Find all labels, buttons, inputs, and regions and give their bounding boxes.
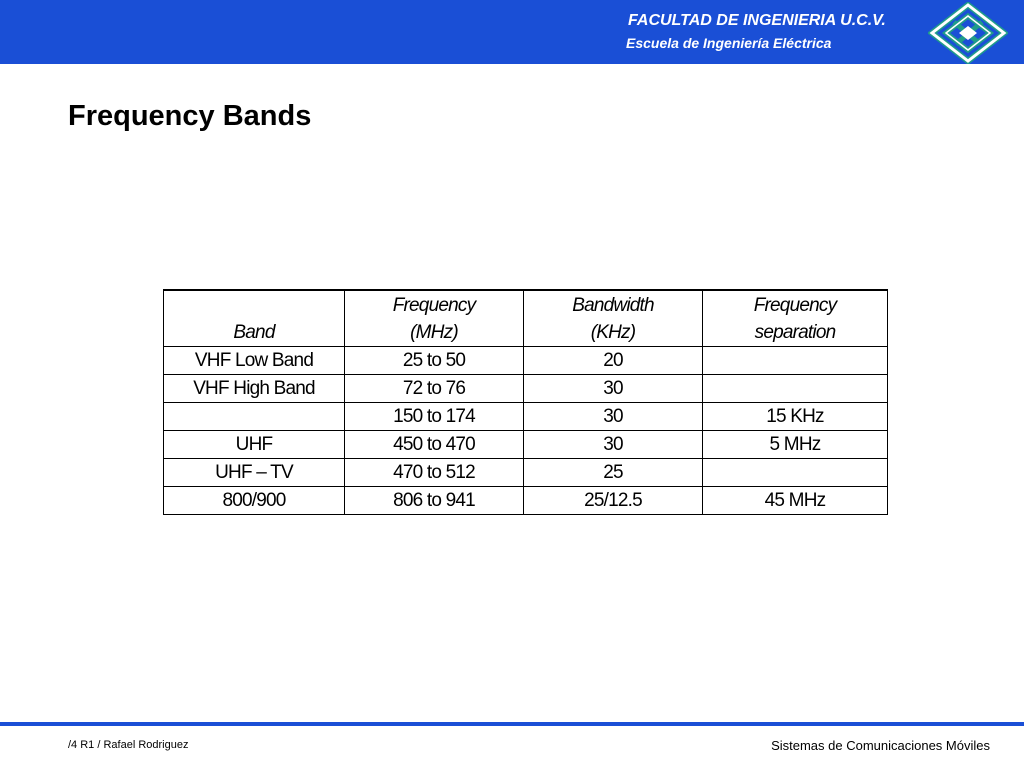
cell-band: UHF – TV	[164, 459, 345, 487]
header-bandwidth-line2: (KHz)	[590, 322, 636, 343]
table-row	[164, 403, 888, 431]
cell-separation	[703, 459, 888, 487]
frequency-bands-table	[163, 289, 888, 515]
table-row	[164, 375, 888, 403]
cell-band	[164, 403, 345, 431]
ucv-diamond-logo-icon	[928, 2, 1008, 64]
cell-band: VHF High Band	[164, 375, 345, 403]
header-separation-line2: separation	[754, 322, 836, 343]
header-band-label: Band	[233, 322, 275, 343]
header-bandwidth-line1: Bandwidth	[572, 295, 654, 316]
header-separation	[703, 290, 888, 347]
footer-divider	[0, 722, 1024, 726]
header-bar	[0, 0, 1024, 64]
cell-band: UHF	[164, 431, 345, 459]
cell-frequency: 25 to 50	[345, 347, 524, 375]
header-subtitle: Escuela de Ingeniería Eléctrica	[626, 35, 832, 51]
cell-frequency: 806 to 941	[345, 487, 524, 515]
cell-separation	[703, 347, 888, 375]
page-title: Frequency Bands	[68, 100, 312, 132]
header-bandwidth	[524, 290, 703, 347]
header-frequency-line2: (MHz)	[410, 322, 458, 343]
table-row	[164, 347, 888, 375]
cell-separation: 45 MHz	[703, 487, 888, 515]
header-band	[164, 290, 345, 347]
cell-bandwidth: 30	[524, 403, 703, 431]
table-row	[164, 431, 888, 459]
header-separation-line1: Frequency	[753, 295, 837, 316]
cell-frequency: 150 to 174	[345, 403, 524, 431]
header-title: FACULTAD DE INGENIERIA U.C.V.	[628, 12, 886, 29]
cell-separation: 5 MHz	[703, 431, 888, 459]
footer-author: /4 R1 / Rafael Rodriguez	[68, 739, 189, 751]
table-header-row	[164, 290, 888, 347]
cell-bandwidth: 25	[524, 459, 703, 487]
cell-frequency: 450 to 470	[345, 431, 524, 459]
cell-frequency: 470 to 512	[345, 459, 524, 487]
cell-separation	[703, 375, 888, 403]
cell-bandwidth: 30	[524, 431, 703, 459]
cell-band: 800/900	[164, 487, 345, 515]
cell-bandwidth: 20	[524, 347, 703, 375]
cell-band: VHF Low Band	[164, 347, 345, 375]
cell-separation: 15 KHz	[703, 403, 888, 431]
header-frequency-line1: Frequency	[392, 295, 476, 316]
header-frequency	[345, 290, 524, 347]
table-row	[164, 459, 888, 487]
cell-bandwidth: 30	[524, 375, 703, 403]
cell-bandwidth: 25/12.5	[524, 487, 703, 515]
cell-frequency: 72 to 76	[345, 375, 524, 403]
footer-course: Sistemas de Comunicaciones Móviles	[771, 738, 990, 753]
table-row	[164, 487, 888, 515]
